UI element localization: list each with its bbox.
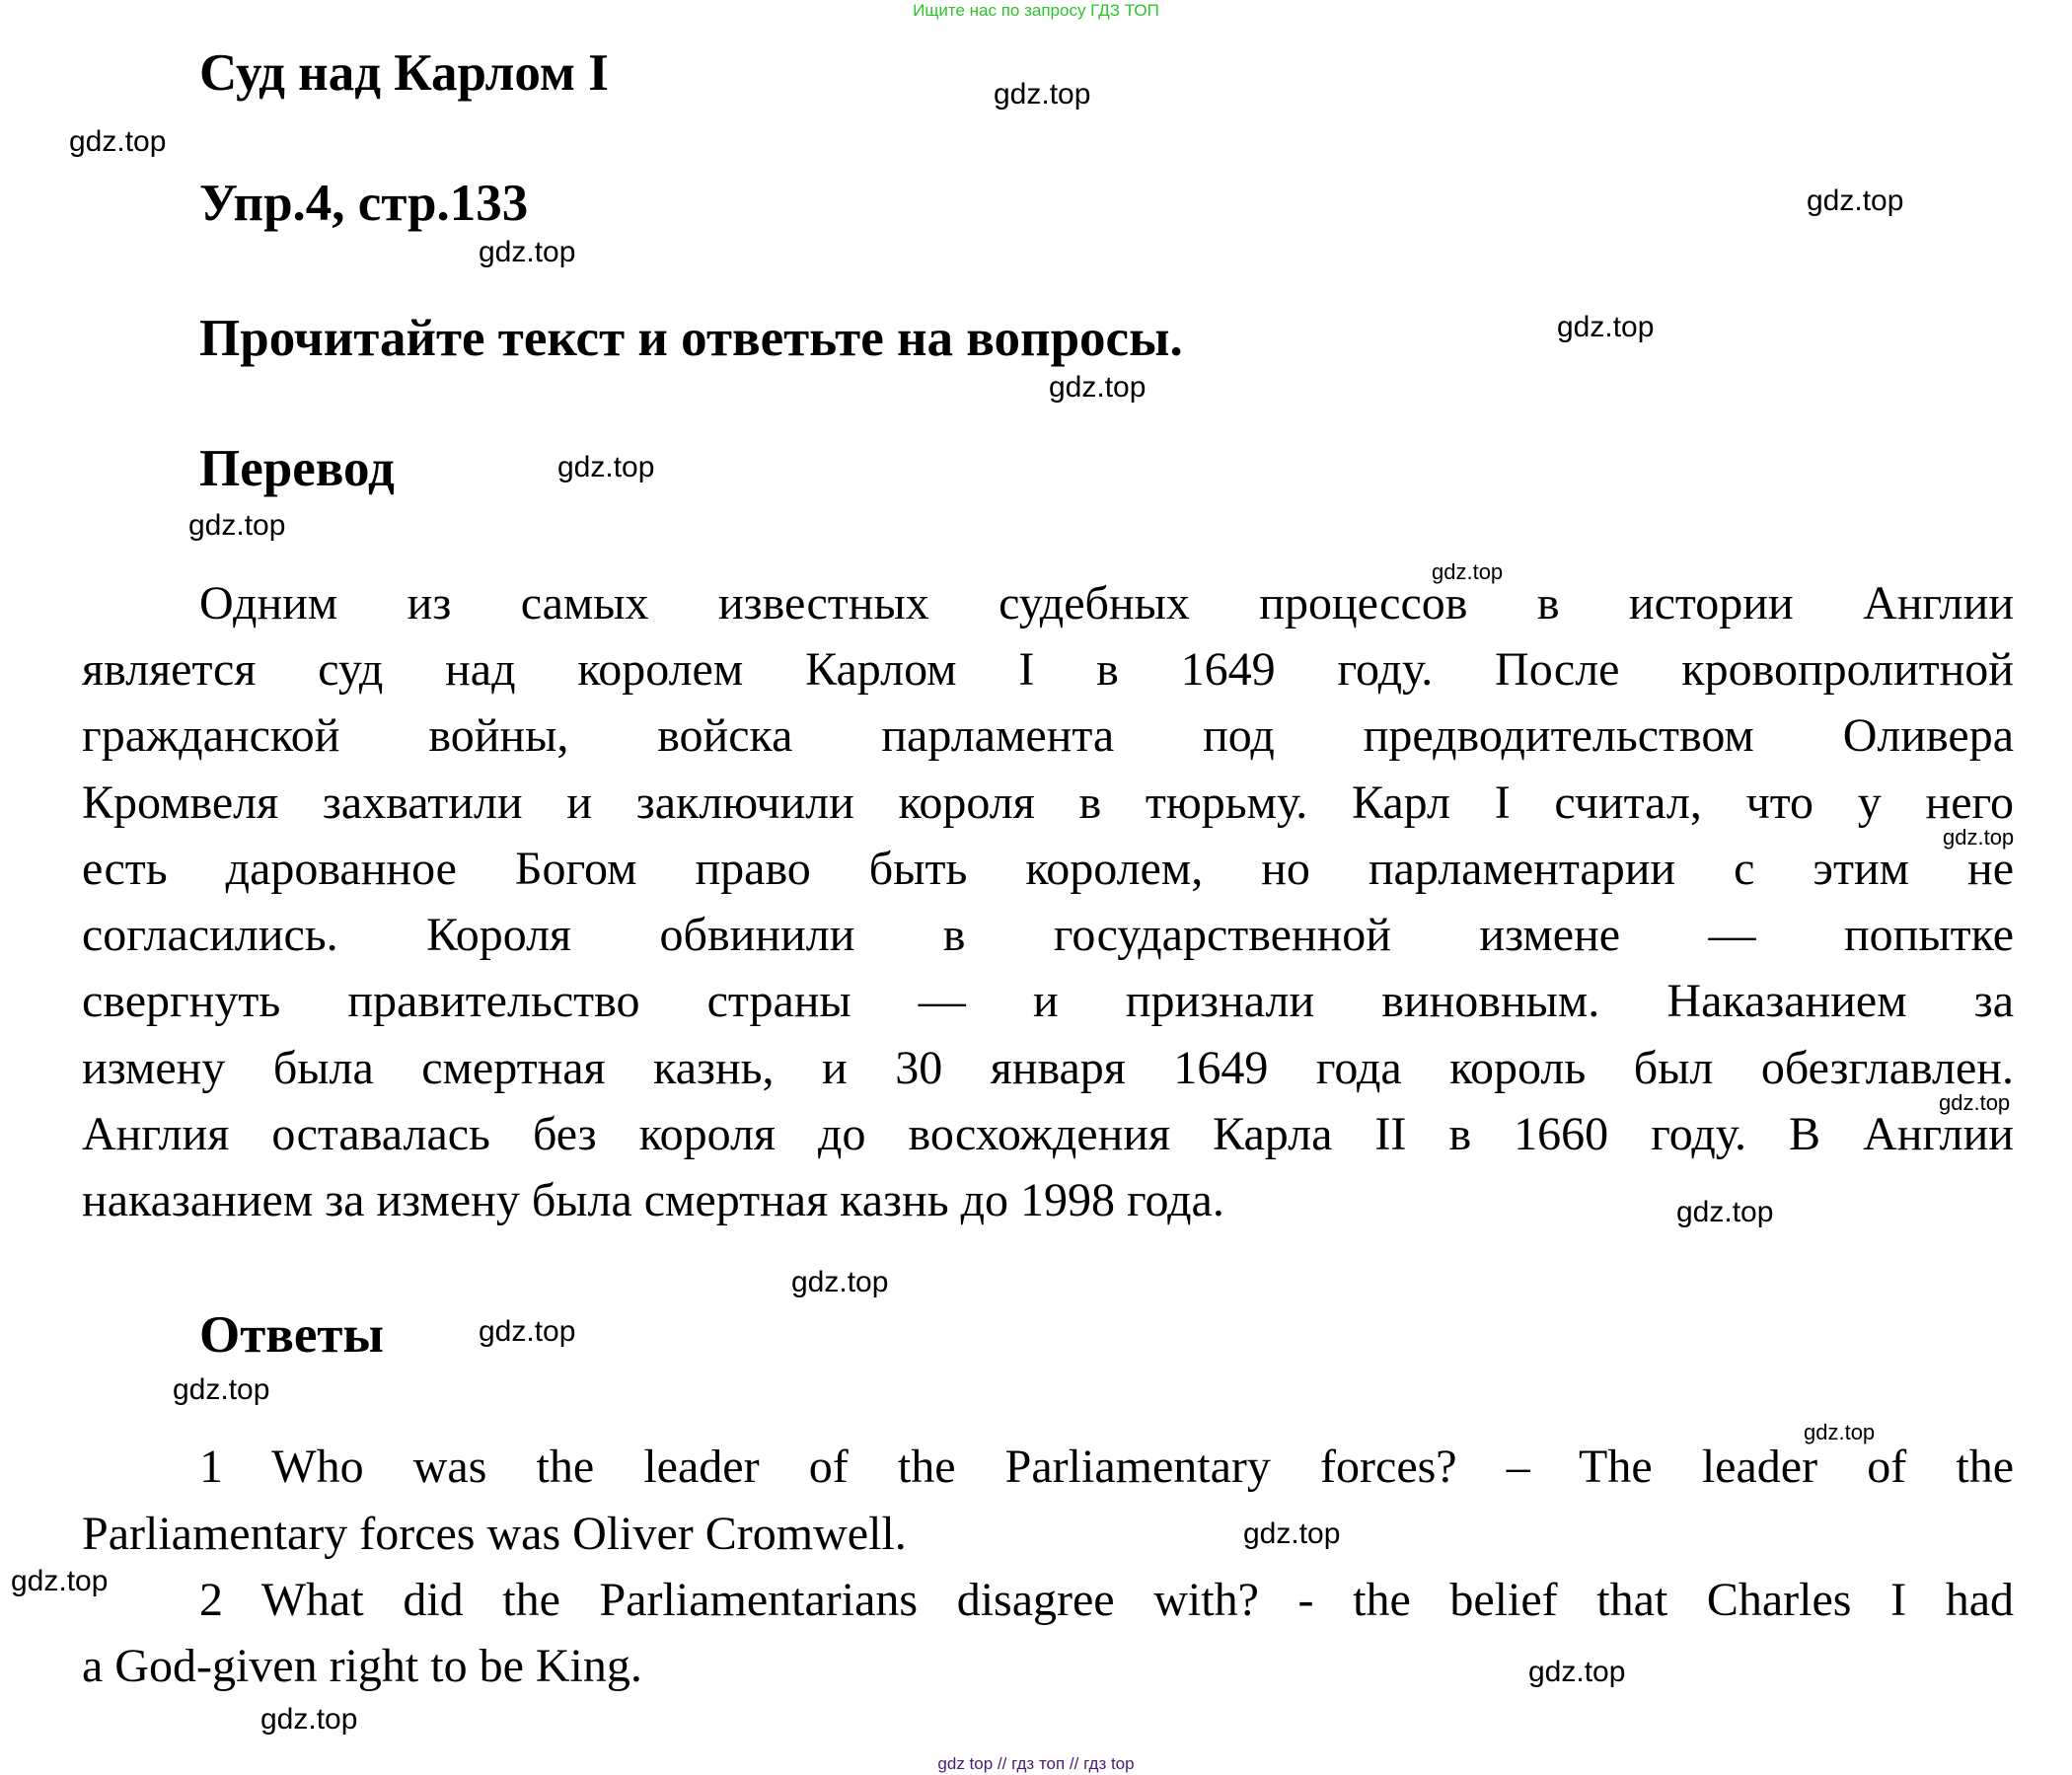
watermark: gdz.top <box>11 1565 109 1597</box>
watermark: gdz.top <box>1243 1517 1341 1550</box>
watermark: gdz.top <box>1676 1196 1774 1228</box>
text-line: является суд над королем Карлом I в 1649 году. После кровопролитной <box>82 643 2014 696</box>
answer-line: a God-given right to be King. <box>82 1640 642 1692</box>
watermark: gdz.top <box>557 451 655 483</box>
text-line: есть дарованное Богом право быть королем, но парламентарии с этим не <box>82 843 2014 895</box>
watermark: gdz.top <box>994 78 1091 111</box>
watermark: gdz.top <box>69 125 167 158</box>
exercise-number: Упр.4, стр.133 <box>199 175 529 232</box>
translation-heading: Перевод <box>199 440 395 497</box>
text-line: Англия оставалась без короля до восхождения Карла II в 1660 году. В Англии <box>82 1108 2014 1160</box>
watermark: gdz.top <box>1807 185 1904 217</box>
search-hint: Ищите нас по запросу ГДЗ ТОП <box>913 1 1159 20</box>
answers-heading: Ответы <box>199 1306 384 1364</box>
text-line: согласились. Короля обвинили в государственной измене — попытке <box>82 909 2014 961</box>
page-title: Суд над Карлом I <box>199 44 609 102</box>
text-line: наказанием за измену была смертная казнь до 1998 года. <box>82 1174 1224 1226</box>
watermark: gdz.top <box>1943 825 2015 850</box>
footer-note: gdz top // гдз топ // гдз top <box>937 1754 1135 1773</box>
task-heading: Прочитайте текст и ответьте на вопросы. <box>199 310 1183 367</box>
watermark: gdz.top <box>479 236 576 268</box>
answer-line: 2 What did the Parliamentarians disagree with? - the belief that Charles I had <box>199 1574 2014 1626</box>
watermark: gdz.top <box>1804 1420 1876 1444</box>
watermark: gdz.top <box>1557 311 1655 343</box>
watermark: gdz.top <box>1432 559 1504 584</box>
watermark: gdz.top <box>173 1373 270 1406</box>
watermark: gdz.top <box>188 509 286 542</box>
answer-line: 1 Who was the leader of the Parliamentary forces? – The leader of the <box>199 1441 2014 1493</box>
watermark: gdz.top <box>791 1266 889 1298</box>
text-line: измену была смертная казнь, и 30 января 1649 года король был обезглавлен. <box>82 1042 2014 1094</box>
text-line: свергнуть правительство страны — и признали виновным. Наказанием за <box>82 975 2014 1027</box>
text-line: Одним из самых известных судебных процессов в истории Англии <box>199 577 2014 629</box>
watermark: gdz.top <box>1528 1656 1626 1688</box>
watermark: gdz.top <box>1939 1090 2011 1115</box>
text-line: Кромвеля захватили и заключили короля в тюрьму. Карл I считал, что у него <box>82 777 2014 829</box>
watermark: gdz.top <box>1049 371 1147 404</box>
text-line: гражданской войны, войска парламента под предводительством Оливера <box>82 709 2014 762</box>
watermark: gdz.top <box>260 1703 358 1736</box>
answer-line: Parliamentary forces was Oliver Cromwell. <box>82 1508 907 1560</box>
watermark: gdz.top <box>479 1315 576 1348</box>
